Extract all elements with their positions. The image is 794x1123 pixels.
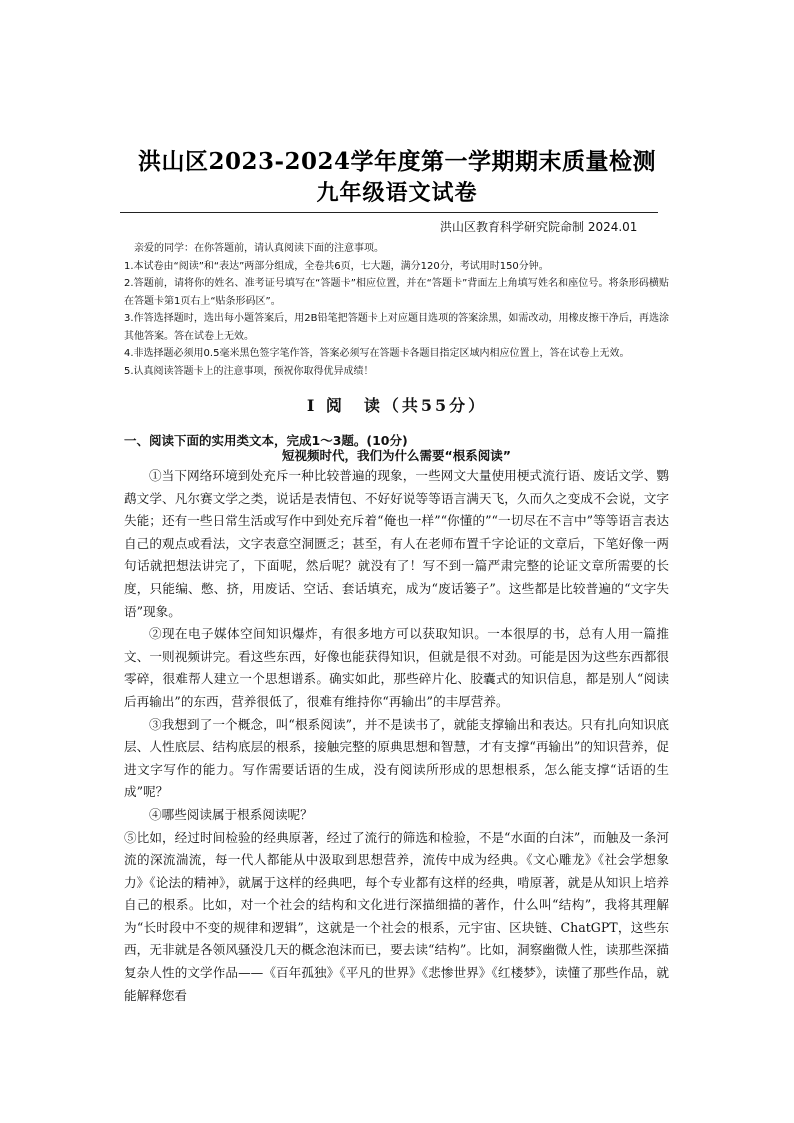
article-paragraph: ⑤比如，经过时间检验的经典原著，经过了流行的筛选和检验，不是“水面的白沫”，而触及一条河流的深流湍流，每一代人都能从中汲取到思想营养，流传中成为经典。《文心雕龙》《社会学想象力》《论法的精神》，就属于这样的经典吧，每个专业都有这样的经典，啃原著，就是从知识上培养自己的根系。比如，对一个社会的结构和文化进行深描细描的著作，什么叫“结构”，我将其理解为“长时段中不变的规律和逻辑”，这就是一个社会的根系，元宇宙、区块链、ChatGPT，这些东西，无非就是各领风骚没几天的概念泡沫而已，要去读“结构”。比如，洞察幽微人性，读那些深描复杂人性的文学作品——《百年孤独》《平凡的世界》《悲惨世界》《红楼梦》，读懂了那些作品，就能解释您看 xyxy=(124,829,669,1003)
article-paragraph: ④哪些阅读属于根系阅读呢？ xyxy=(149,806,313,822)
article-paragraph: ③我想到了一个概念，叫“根系阅读”，并不是读书了，就能支撑输出和表达。只有扎向知识底层、人性底层、结构底层的根系，接触完整的原典思想和智慧，才有支撑“再输出”的知识营养，促进文字写作的能力。写作需要话语的生成，没有阅读所形成的思想根系，怎么能支撑“话语的生成”呢？ xyxy=(124,716,669,800)
notice-item: 5.认真阅读答题卡上的注意事项，预祝你取得优异成绩！ xyxy=(124,365,374,377)
article-paragraph: ②现在电子媒体空间知识爆炸，有很多地方可以获取知识。一本很厚的书，总有人用一篇推文、一则视频讲完。看这些东西，好像也能获得知识，但就是很不对劲。可能是因为这些东西都很零碎，很难帮人建立一个思想谱系。确实如此，那些碎片化、胶囊式的知识信息，都是别人“阅读后再输出”的东西，营养很低了，很难有维持你“再输出”的丰厚营养。 xyxy=(124,626,669,709)
exam-title: 洪山区2023-2024学年度第一学期期末质量检测 xyxy=(137,148,657,175)
article-body xyxy=(124,465,669,1007)
notice-item: 1.本试卷由“阅读”和“表达”两部分组成，全卷共6页，七大题，满分120分，考试用时150分钟。 xyxy=(124,260,549,272)
article-paragraph: ①当下网络环境到处充斥一种比较普遍的现象，一些网文大量使用梗式流行语、废话文学、鹦鹉文学、凡尔赛文学之类，说话是表情包、不好好说等等语言满天飞，久而久之变成不会说，文字失能；还有一些日常生活或写作中到处充斥着“俺也一样”“你懂的”“一切尽在不言中”等等语言表达自己的观点或看法，文字表意空洞匮乏；甚至，有人在老师布置千字论证的文章后，下笔好像一两句话就把想法讲完了，下面呢，然后呢？就没有了！写不到一篇严肃完整的论证文章所需要的长度，只能编、憋、挤，用废话、空话、套话填充，成为“废话篓子”。这些都是比较普遍的“文字失语”现象。 xyxy=(124,468,669,619)
article-title: 短视频时代，我们为什么需要“根系阅读” xyxy=(282,448,511,463)
notice-block xyxy=(124,240,669,380)
question-heading: 一、阅读下面的实用类文本，完成1～3题。(10分) xyxy=(124,433,408,448)
issuer-line: 洪山区教育科学研究院命制 2024.01 xyxy=(440,220,638,234)
section-title: Ⅰ 阅 读（共55分） xyxy=(306,396,488,415)
notice-item: 4.非选择题必须用0.5毫米黑色签字笔作答，答案必须写在答题卡各题目指定区域内相应位置上，答在试卷上无效。 xyxy=(124,348,630,359)
header-divider xyxy=(120,212,658,213)
exam-subtitle: 九年级语文试卷 xyxy=(316,180,478,206)
notice-greeting: 亲爱的同学：在你答题前，请认真阅读下面的注意事项。 xyxy=(134,243,384,254)
notice-item: 3.作答选择题时，选出每小题答案后，用2B铅笔把答题卡上对应题目选项的答案涂黑，如需改动，用橡皮擦干净后，再选涂其他答案。答在试卷上无效。 xyxy=(124,313,669,342)
notice-item: 2.答题前，请将你的姓名、准考证号填写在“答题卡”相应位置，并在“答题卡”背面左上角填写姓名和座位号。将条形码横贴在答题卡第1页右上“贴条形码区”。 xyxy=(124,278,669,307)
